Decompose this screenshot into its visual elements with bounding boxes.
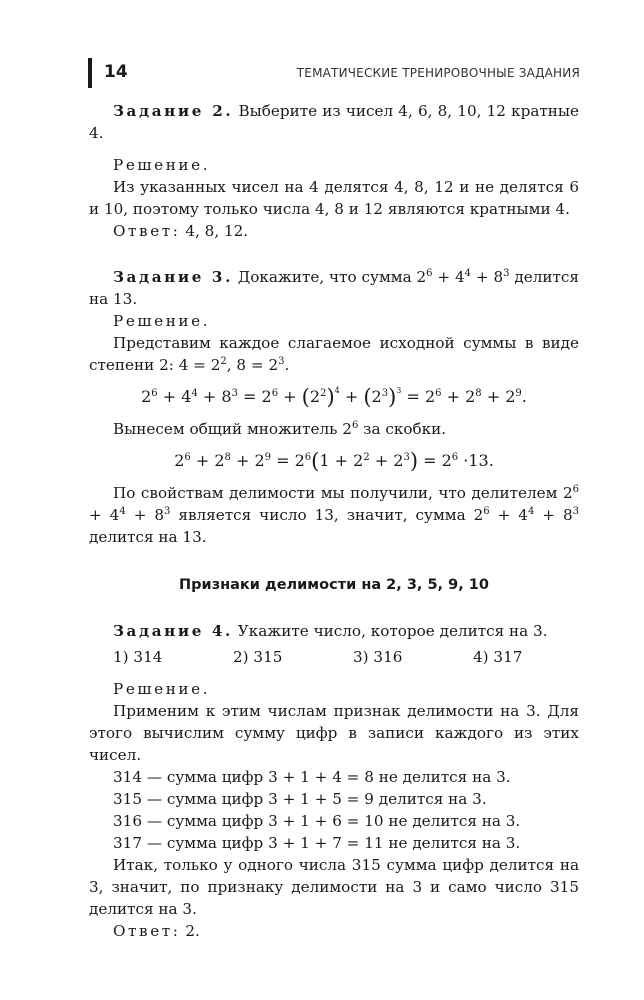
task3-formula-2: $2^6 + 2^8 + 2^9 = 2^6(1 + 2^2 + 2^3) = 2^6 \cdot 13$. (174, 449, 494, 473)
option-2: 2) 315 (233, 648, 283, 666)
task3-paragraph-2: Вынесем общий множитель $2^6$ за скобки. (113, 420, 447, 438)
task4-line: 316 — сумма цифр 3 + 1 + 6 = 10 не делится на 3. (113, 812, 521, 830)
task4-solution-label: Решение. (113, 680, 211, 698)
task2-answer: Ответ: 4, 8, 12. (113, 222, 249, 240)
task3-formula-1: $2^6 + 4^4 + 8^3 = 2^6 + (2^2)^4 + (2^3)^3 = 2^6 + 2^8 + 2^9$. (141, 385, 527, 409)
task3-statement: Задание 3. Докажите, что сумма $2^6 + 4^4 + 8^3$ делится на 13. (89, 268, 580, 308)
task4-conclusion: Итак, только у одного числа 315 сумма цифр делится на 3, значит, по признаку делимости на 3 и само число 315 делится на 3. (89, 856, 579, 918)
task4-intro: Применим к этим числам признак делимости на 3. Для этого вычислим сумму цифр в записи каждого из этих чисел. (89, 702, 579, 764)
task4-statement: Задание 4. Укажите число, которое делится на 3. (113, 622, 548, 640)
page-number: 14 (104, 62, 128, 82)
task2-solution: Из указанных чисел на 4 делятся 4, 8, 12 и не делятся 6 и 10, поэтому только числа 4, 8 и 12 являются кратными 4. (89, 178, 579, 218)
option-3: 3) 316 (353, 648, 403, 666)
task4-line: 314 — сумма цифр 3 + 1 + 4 = 8 не делится на 3. (113, 768, 511, 786)
task4-line: 315 — сумма цифр 3 + 1 + 5 = 9 делится на 3. (113, 790, 487, 808)
header-bar (88, 58, 92, 88)
task3-paragraph-3: По свойствам делимости мы получили, что делителем $2^6 + 4^4 + 8^3$ является число 13, значит, сумма $2^6 + 4^4 + 8^3$ делится на 13. (89, 484, 580, 546)
option-4: 4) 317 (473, 648, 523, 666)
task4-line: 317 — сумма цифр 3 + 1 + 7 = 11 не делится на 3. (113, 834, 521, 852)
task4-answer: Ответ: 2. (113, 922, 200, 940)
task4-options (89, 646, 579, 668)
running-header: ТЕМАТИЧЕСКИЕ ТРЕНИРОВОЧНЫЕ ЗАДАНИЯ (296, 66, 580, 80)
page-content (89, 100, 579, 942)
option-1: 1) 314 (113, 648, 163, 666)
task3-paragraph-1: Представим каждое слагаемое исходной суммы в виде степени 2: $4 = 2^2$, $8 = 2^3$. (89, 334, 579, 374)
task2-statement: Задание 2. Выберите из чисел 4, 6, 8, 10, 12 кратные 4. (89, 102, 579, 142)
task2-solution-label: Решение. (113, 156, 211, 174)
section-title: Признаки делимости на 2, 3, 5, 9, 10 (179, 577, 489, 593)
task3-solution-label: Решение. (113, 312, 211, 330)
